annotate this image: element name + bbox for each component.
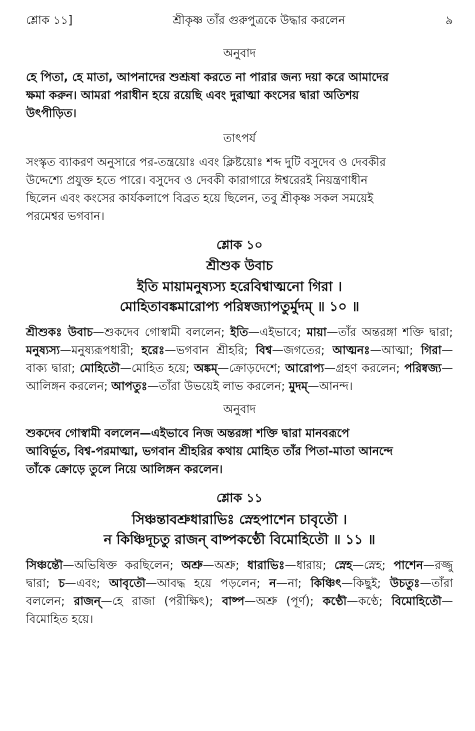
- sanskrit-word: বিশ্ব: [255, 343, 273, 357]
- word-meaning: —ধারায়;: [284, 558, 335, 572]
- sanskrit-word: হরেঃ: [141, 343, 165, 357]
- sanskrit-word: ইতি: [230, 325, 249, 339]
- word-meaning: —তাঁর অন্তরঙ্গা শক্তি দ্বারা;: [326, 325, 454, 339]
- verse-11-line: ন কিঞ্চিদূচতু রাজন্ বাষ্পকণ্ঠৌ বিমোহিতৌ ॥ ১১ ॥: [103, 532, 376, 548]
- sanskrit-word: মোহিতৌ: [79, 361, 120, 375]
- sanskrit-word: কণ্ঠৌ: [322, 594, 347, 608]
- word-meaning: —শুকদেব গোস্বামী বললেন;: [92, 325, 231, 339]
- word-meaning: —আবদ্ধ হয়ে পড়লেন;: [145, 576, 270, 590]
- sanskrit-word: অঙ্কম্: [193, 361, 218, 375]
- word-meaning: —জগতের;: [272, 343, 333, 357]
- sanskrit-word: মনুষ্যস্য: [26, 343, 60, 357]
- sanskrit-word: সিঞ্চন্তৌ: [26, 558, 63, 572]
- sanskrit-word: স্নেহ: [334, 558, 353, 572]
- page-number: ৯: [445, 13, 453, 27]
- sanskrit-word: ন: [269, 576, 277, 590]
- translation-label-1: অনুবাদ: [223, 46, 256, 60]
- translation-line: তাঁকে ক্রোড়ে তুলে নিয়ে আলিঙ্গন করলেন।: [26, 462, 223, 476]
- translation-line: আবির্ভূত, বিশ্ব-পরমাত্মা, ভগবান শ্রীহরির কথায় মোহিত তাঁর পিতা-মাতা আনন্দে: [26, 444, 393, 458]
- verse-10-line: মোহিতাবঙ্কমারোপ্য পরিষ্বজ্যাপতুর্মুদম্ ॥ ১০ ॥: [119, 299, 360, 315]
- translation-line: শুকদেব গোস্বামী বললেন—এইভাবে নিজ অন্তরঙ্গা শক্তি দ্বারা মানবরূপে: [26, 426, 350, 440]
- sanskrit-word: পাশেন: [393, 558, 424, 572]
- word-meaning: —তাঁরা বললেন;: [26, 576, 453, 608]
- word-meaning: —এইভাবে;: [248, 325, 307, 339]
- sanskrit-word: ধারাভিঃ: [247, 558, 285, 572]
- word-meaning: —অশ্রু (পূর্ণ);: [244, 594, 323, 608]
- verse-10-speaker: শ্রীশুক উবাচ: [206, 259, 273, 274]
- sanskrit-word: বিমোহিতৌ: [391, 594, 442, 608]
- translation-line: উৎপীড়িত।: [26, 106, 77, 120]
- word-meaning: —আনন্দ।: [307, 379, 353, 393]
- word-meaning: —কিছুই;: [341, 576, 390, 590]
- sanskrit-word: কিঞ্চিৎ: [310, 576, 342, 590]
- purport-label: তাৎপর্য: [223, 131, 256, 145]
- sanskrit-word: পরিষ্বজ্য: [404, 361, 442, 375]
- sanskrit-word: শ্রীশুকঃ উবাচ: [26, 325, 93, 339]
- purport-line: পরমেশ্বর ভগবান।: [26, 209, 105, 223]
- verse-11-word-meanings: [26, 556, 453, 628]
- word-meaning: —ক্রোড়দেশে;: [217, 361, 286, 375]
- word-meaning: —রজ্জু দ্বারা;: [26, 558, 453, 590]
- header-verse-ref: শ্লোক ১১]: [26, 13, 73, 27]
- sanskrit-word: আরোপ্য: [285, 361, 325, 375]
- sanskrit-word: চ: [58, 576, 65, 590]
- sanskrit-word: রাজন্: [73, 594, 101, 608]
- sanskrit-word: মায়া: [306, 325, 327, 339]
- verse-11-heading: শ্লোক ১১: [216, 490, 263, 505]
- sanskrit-word: আবৃতৌ: [109, 576, 146, 590]
- word-meaning: —গ্রহণ করলেন;: [324, 361, 405, 375]
- verse-10-heading: শ্লোক ১০: [216, 237, 263, 252]
- word-meaning: —হে রাজা (পরীক্ষিৎ);: [100, 594, 223, 608]
- word-meaning: —না;: [276, 576, 311, 590]
- running-header: [26, 0, 453, 31]
- purport-text: [26, 153, 453, 225]
- word-meaning: —আলিঙ্গন করলেন;: [26, 361, 453, 393]
- sanskrit-word: মুদম্: [288, 379, 308, 393]
- word-meaning: —ভগবান শ্রীহরি;: [164, 343, 256, 357]
- word-meaning: —তাঁরা উভয়েই লাভ করলেন;: [147, 379, 289, 393]
- translation-text-2: [26, 424, 453, 478]
- header-chapter-title: শ্রীকৃষ্ণ তাঁর গুরুপুত্রকে উদ্ধার করলেন: [172, 13, 346, 27]
- verse-11-line: সিঞ্চন্তাবশ্রুধারাভিঃ স্নেহপাশেন চাবৃতৌ ।: [131, 512, 348, 528]
- purport-line: সংস্কৃত ব্যাকরণ অনুসারে পর-তন্ত্রয়োঃ এবং ক্লিষ্টয়োঃ শব্দ দুটি বসুদেব ও দেবকীর: [26, 155, 386, 169]
- translation-text-1: [26, 68, 453, 122]
- sanskrit-word: গিরা: [420, 343, 442, 357]
- translation-line: হে পিতা, হে মাতা, আপনাদের শুশ্রূষা করতে না পারার জন্য দয়া করে আমাদের: [26, 70, 389, 84]
- sanskrit-word: বাষ্প: [222, 594, 245, 608]
- verse-10-line: ইতি মায়ামনুষ্যস্য হরেবিশ্বাত্মনো গিরা ।: [136, 279, 343, 295]
- translation-label-2: অনুবাদ: [223, 402, 256, 416]
- word-meaning: —কণ্ঠে;: [346, 594, 392, 608]
- translation-line: ক্ষমা করুন। আমরা পরাধীন হয়ে রয়েছি এবং দুরাত্মা কংসের দ্বারা অতিশয়: [26, 88, 359, 102]
- sanskrit-word: উচতুঃ: [389, 576, 420, 590]
- word-meaning: —মোহিত হয়ে;: [119, 361, 194, 375]
- word-meaning: —এবং;: [64, 576, 110, 590]
- word-meaning: —বিমোহিত হয়ে।: [26, 594, 454, 626]
- word-meaning: —অভিষিক্ত করছিলেন;: [62, 558, 182, 572]
- sanskrit-word: অশ্রু: [181, 558, 203, 572]
- sanskrit-word: আত্মনঃ: [332, 343, 371, 357]
- word-meaning: —আত্মা;: [370, 343, 421, 357]
- word-meaning: —স্নেহ;: [352, 558, 394, 572]
- purport-line: উদ্দেশ্যে প্রযুক্ত হতে পারে। বসুদেব ও দেবকী কারাগারে ঈশ্বরেরই নিয়ন্ত্রণাধীন: [26, 173, 368, 187]
- sanskrit-word: আপতুঃ: [111, 379, 148, 393]
- word-meaning: —অশ্রু;: [202, 558, 248, 572]
- purport-line: ছিলেন এবং কংসের কার্যকলাপে বিব্রত হয়ে ছিলেন, তবু শ্রীকৃষ্ণ সকল সময়েই: [26, 191, 374, 205]
- word-meaning: —মনুষ্যরূপধারী;: [59, 343, 142, 357]
- verse-10-word-meanings: [26, 323, 453, 395]
- word-meaning: —বাক্য দ্বারা;: [26, 343, 453, 375]
